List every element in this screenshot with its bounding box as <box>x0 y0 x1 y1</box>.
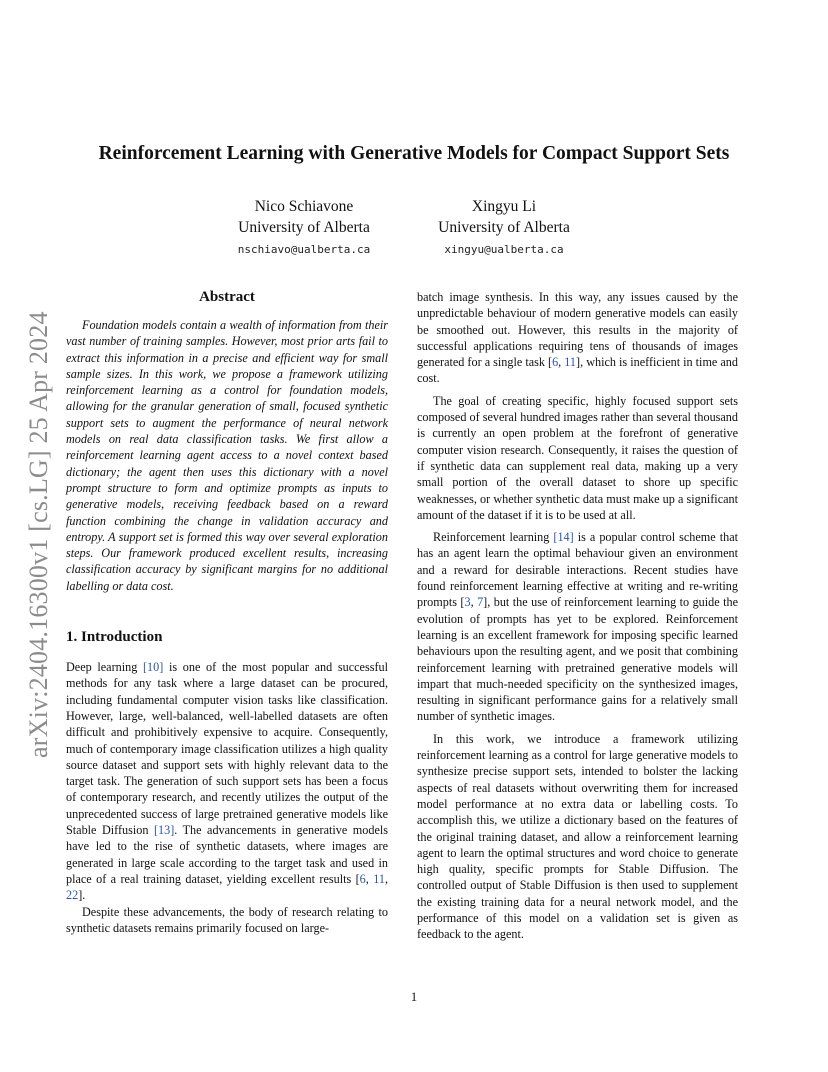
paper-title: Reinforcement Learning with Generative Models for Compact Support Sets <box>98 143 730 164</box>
arxiv-stamp <box>22 290 53 760</box>
left-column <box>66 287 388 936</box>
citation-link[interactable]: [10] <box>142 660 164 675</box>
author-email[interactable]: nschiavo@ualberta.ca <box>237 243 371 256</box>
author-block-2 <box>404 196 604 259</box>
paragraph: In this work, we introduce a framework utilizing reinforcement learning as a control for large generative models to synthesize precise support sets, intended to bolster the lacking aspects of real datasets without overwriting them for increased model performance at no extra data or labelling costs. To accomplish this, we utilize a dictionary based on the features of the original training dataset, and allow a reinforcement learning agent to learn the optimal structures and word choice to generate high quality, specific prompts for Stable Diffusion. The controlled output of Stable Diffusion is then used to supplement the existing training data for a neural network model, and the performance of this model on a validation set is given as feedback to the agent. <box>417 731 738 942</box>
author-affiliation: University of Alberta <box>238 219 370 236</box>
author-name: Xingyu Li <box>471 198 537 215</box>
citation-link[interactable]: 3 <box>464 595 471 610</box>
citation-link[interactable]: 7 <box>477 595 484 610</box>
citation-link[interactable]: [14] <box>553 530 574 545</box>
citation-link[interactable]: 11 <box>564 355 577 370</box>
citation-link[interactable]: 22 <box>66 888 79 903</box>
author-affiliation: University of Alberta <box>438 219 570 236</box>
author-block-1 <box>204 196 404 259</box>
paragraph: batch image synthesis. In this way, any issues caused by the unpredictable behaviour of modern generative models can easily be smoothed out. However, this results in the majority of successful applications requiring tens of thousands of images generated for a single task [6, 11], which is inefficient in time and cost. <box>417 290 738 386</box>
author-name: Nico Schiavone <box>254 198 354 215</box>
right-column <box>417 289 738 943</box>
page-number: 1 <box>410 990 418 1004</box>
abstract-text: Foundation models contain a wealth of information from their vast number of training samples. However, most prior arts fail to extract this information in a precise and efficient way for small sample sizes. In this work, we propose a framework utilizing reinforcement learning as a control for foundation models, allowing for the granular generation of small, focused synthetic support sets to augment the performance of neural network models on real data classification tasks. We first allow a reinforcement learning agent access to a novel context based dictionary; the agent then uses this dictionary with a novel prompt structure to form and optimize prompts as inputs to generative models, receiving feedback based on a reward function combining the change in validation accuracy and entropy. A support set is formed this way over several exploration steps. Our framework produced excellent results, increasing classification accuracy by significant margins for no additional labelling or data cost. <box>66 318 388 593</box>
author-email[interactable]: xingyu@ualberta.ca <box>444 243 564 256</box>
arxiv-stamp-text: arXiv:2404.16300v1 [cs.LG] 25 Apr 2024 <box>24 311 53 758</box>
citation-link[interactable]: 6 <box>359 871 366 886</box>
paragraph: Deep learning [10] is one of the most popular and successful methods for any task where a large dataset can be procured, including fundamental computer vision tasks like classification. However, large, well-balanced, well-labelled datasets are often difficult and prohibitively expensive to acquire. Consequently, much of contemporary image classification utilizes a high quality source dataset and support sets with highly relevant data to the target task. The generation of such support sets has been a focus of contemporary research, and recently utilizes the output of the unprecedented success of large pretrained generative models like Stable Diffusion [13]. The advancements in generative models have led to the rise of synthetic datasets, where images are generated in large scale according to the target task and used in place of a real training dataset, yielding excellent results [6, 11, 22]. <box>66 660 389 903</box>
paragraph: Reinforcement learning [14] is a popular control scheme that has an agent learn the optimal behaviour given an environment and a reward for desirable interactions. Recent studies have found reinforcement learning effective at writing and re-writing prompts [3, 7], but the use of reinforcement learning to guide the evolution of prompts has yet to be explored. Reinforcement learning is an excellent framework for imposing specific learned behaviours upon the resulting agent, and we posit that combining reinforcement learning with pretrained generative models will impart that much-needed specificity on the synthesized images, resulting in significant performance gains for a relatively small number of synthetic images. <box>417 530 738 724</box>
citation-link[interactable]: 11 <box>373 871 385 886</box>
abstract-heading: Abstract <box>199 289 255 305</box>
section-heading-introduction: 1. Introduction <box>66 629 163 646</box>
citation-link[interactable]: 6 <box>552 355 559 370</box>
citation-link[interactable]: [13] <box>153 823 175 838</box>
paragraph: The goal of creating specific, highly focused support sets composed of several hundred images rather than several thousand is currently an open problem at the forefront of generative computer vision research. Consequently, it raises the question of if synthetic data can supplement real data, making up a very small portion of the overall dataset to shore up specific weaknesses, or whether synthetic data must make up a significant amount of the dataset if it is to be used at all. <box>417 393 738 522</box>
paragraph: Despite these advancements, the body of research relating to synthetic datasets remains primarily focused on large- <box>66 904 388 935</box>
